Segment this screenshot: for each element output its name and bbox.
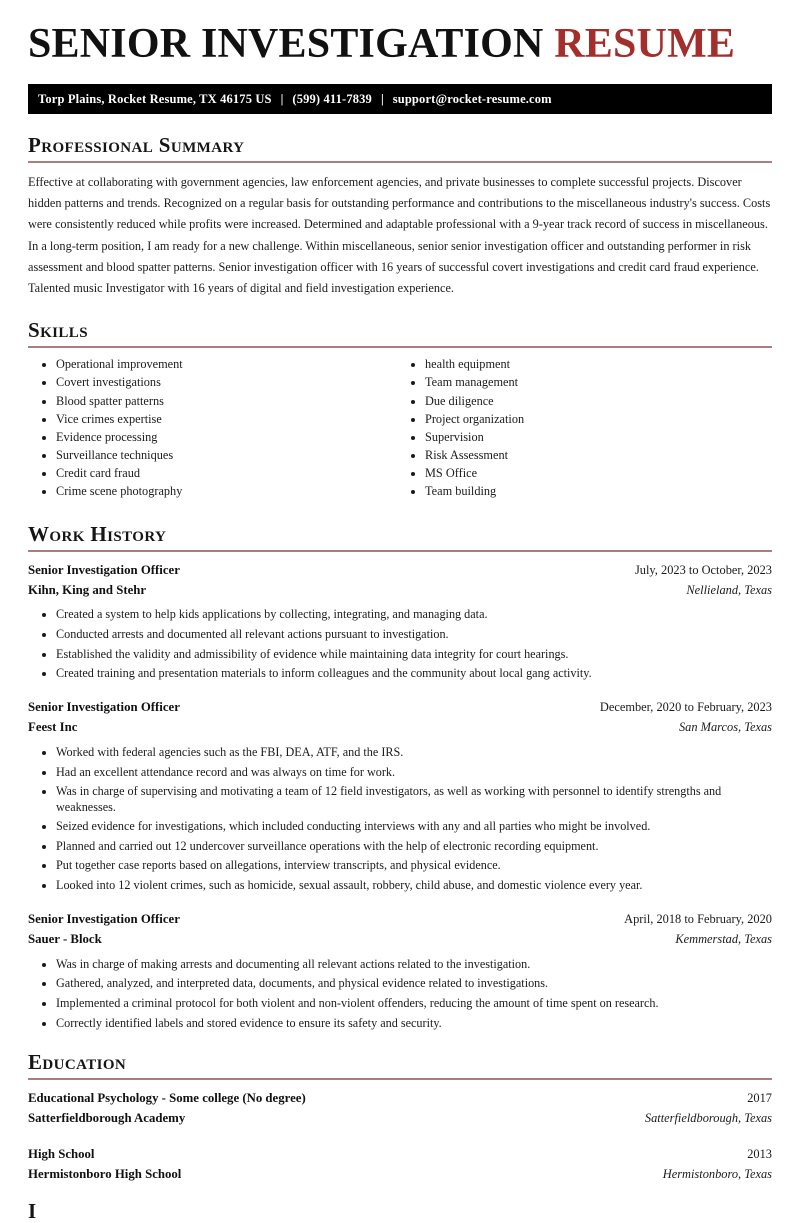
degree-year: 2013 (747, 1146, 772, 1161)
contact-separator-1: | (280, 91, 284, 106)
school-location: Satterfieldborough, Texas (644, 1110, 772, 1125)
education-entry-subheader (28, 1109, 772, 1129)
education-entry-header (28, 1145, 772, 1165)
job-dates: December, 2020 to February, 2023 (599, 700, 772, 715)
page-title-accent: RESUME (554, 21, 736, 67)
section-divider-professional-summary (28, 161, 772, 163)
list-item: • Risk Assessment (425, 448, 772, 463)
skills-column-right (400, 357, 772, 503)
list-item: • Worked with federal agencies such as the FBI, DEA, ATF, and the IRS. (56, 745, 772, 760)
work-entry (28, 698, 772, 893)
page-title (28, 0, 772, 66)
job-bullets (28, 745, 772, 893)
list-item: • MS Office (425, 466, 772, 481)
section-divider-education (28, 1078, 772, 1080)
job-location: San Marcos, Texas (678, 720, 772, 735)
job-location: Kemmerstad, Texas (675, 932, 772, 947)
job-dates: April, 2018 to February, 2020 (624, 912, 772, 927)
job-title: Senior Investigation Officer (28, 700, 180, 715)
list-item: • Operational improvement (56, 357, 400, 372)
job-title: Senior Investigation Officer (28, 562, 180, 577)
section-title-professional-summary: Professional Summary (28, 133, 245, 158)
professional-summary-text: Effective at collaborating with government agencies, law enforcement agencies, and private businesses to complete successful projects. Discover hidden patterns and trends. Recognized on a regular basis for outstanding performance and contributions to the miscellaneous industry's success. Costs were consistently reduced while profits were increased. Determined and adaptable professional with a 9-year track record of success in miscellaneous. In a long-term position, I am ready for a new challenge. Within miscellaneous, senior senior investigation officer and outstanding performer in risk assessment and blood spatter patterns. Senior investigation officer with 16 years of successful covert investigations and credit card fraud experience. Talented music Investigator with 16 years of digital and field investigation experience. (28, 175, 771, 295)
job-bullets (28, 957, 772, 1031)
list-item: • Gathered, analyzed, and interpreted data, documents, and physical evidence related to investigations. (56, 976, 772, 991)
job-organization: Sauer - Block (28, 932, 102, 947)
list-item: • Crime scene photography (56, 484, 400, 499)
skills-list-left (28, 357, 400, 499)
job-organization: Feest Inc (28, 720, 78, 735)
list-item: • Created a system to help kids applications by collecting, integrating, and managing data. (56, 607, 772, 622)
education-entry-header (28, 1089, 772, 1109)
list-item: • Correctly identified labels and stored evidence to ensure its safety and security. (56, 1016, 772, 1031)
degree-year: 2017 (747, 1091, 772, 1106)
school-name: Satterfieldborough Academy (28, 1110, 186, 1125)
job-organization: Kihn, King and Stehr (28, 582, 147, 597)
skills-list-right (400, 357, 772, 499)
section-title-skills: Skills (28, 318, 88, 343)
contact-address: Torp Plains, Rocket Resume, TX 46175 US (38, 91, 272, 106)
list-item: • Looked into 12 violent crimes, such as homicide, sexual assault, robbery, child abuse, and domestic violence every year. (56, 878, 772, 893)
list-item: • Seized evidence for investigations, which included conducting interviews with any and all parties who might be involved. (56, 819, 772, 834)
section-title-education: Education (28, 1049, 127, 1074)
list-item: • Team building (425, 484, 772, 499)
job-dates: July, 2023 to October, 2023 (634, 562, 772, 577)
education-entry-subheader (28, 1165, 772, 1185)
section-work-history (28, 523, 772, 1031)
contact-separator-2: | (380, 91, 384, 106)
list-item: • Implemented a criminal protocol for both violent and non-violent offenders, reducing the amount of time spent on research. (56, 996, 772, 1011)
list-item: • Created training and presentation materials to inform colleagues and the community about local gang activity. (56, 666, 772, 681)
education-entry (28, 1145, 772, 1185)
section-title-next-clipped: I (28, 1199, 37, 1223)
skills-columns (28, 357, 772, 503)
list-item: • Supervision (425, 430, 772, 445)
section-title-work-history: Work History (28, 521, 167, 546)
list-item: • Put together case reports based on allegations, interview transcripts, and physical evidence. (56, 858, 772, 873)
job-bullets (28, 607, 772, 681)
work-entry-header (28, 910, 772, 930)
section-education (28, 1051, 772, 1184)
contact-phone[interactable]: (599) 411-7839 (292, 91, 372, 106)
list-item: • Was in charge of supervising and motivating a team of 12 field investigators, as well as working with personnel to identify strengths and weaknesses. (56, 784, 772, 815)
list-item: • Established the validity and admissibility of evidence while maintaining data integrity for court hearings. (56, 647, 772, 662)
list-item: • Team management (425, 375, 772, 390)
skills-column-left (28, 357, 400, 503)
list-item: • Planned and carried out 12 undercover surveillance operations with the help of electronic recording equipment. (56, 839, 772, 854)
work-entry-subheader (28, 581, 772, 601)
section-divider-work-history (28, 550, 772, 552)
section-skills (28, 319, 772, 503)
work-entry (28, 910, 772, 1031)
list-item: • Conducted arrests and documented all relevant actions pursuant to investigation. (56, 627, 772, 642)
list-item: • Surveillance techniques (56, 448, 400, 463)
page-title-main: SENIOR INVESTIGATION (28, 21, 555, 67)
contact-email[interactable]: support@rocket-resume.com (392, 91, 552, 106)
work-entry-subheader (28, 930, 772, 950)
list-item: • Vice crimes expertise (56, 412, 400, 427)
list-item: • Covert investigations (56, 375, 400, 390)
list-item: • Blood spatter patterns (56, 394, 400, 409)
list-item: • Credit card fraud (56, 466, 400, 481)
list-item: • Was in charge of making arrests and documenting all relevant actions related to the investigation. (56, 957, 772, 972)
job-location: Nellieland, Texas (686, 582, 772, 597)
contact-bar (28, 84, 772, 114)
list-item: • Evidence processing (56, 430, 400, 445)
list-item: • Project organization (425, 412, 772, 427)
work-entry-header (28, 561, 772, 581)
degree-title: High School (28, 1146, 95, 1161)
list-item: • Had an excellent attendance record and was always on time for work. (56, 765, 772, 780)
work-entry (28, 561, 772, 682)
section-divider-skills (28, 346, 772, 348)
education-entry (28, 1089, 772, 1129)
work-entry-header (28, 698, 772, 718)
school-name: Hermistonboro High School (28, 1166, 182, 1181)
list-item: • Due diligence (425, 394, 772, 409)
school-location: Hermistonboro, Texas (662, 1166, 772, 1181)
job-title: Senior Investigation Officer (28, 912, 180, 927)
section-professional-summary (28, 134, 772, 299)
degree-title: Educational Psychology - Some college (No degree) (28, 1091, 306, 1106)
list-item: • health equipment (425, 357, 772, 372)
work-entry-subheader (28, 718, 772, 738)
